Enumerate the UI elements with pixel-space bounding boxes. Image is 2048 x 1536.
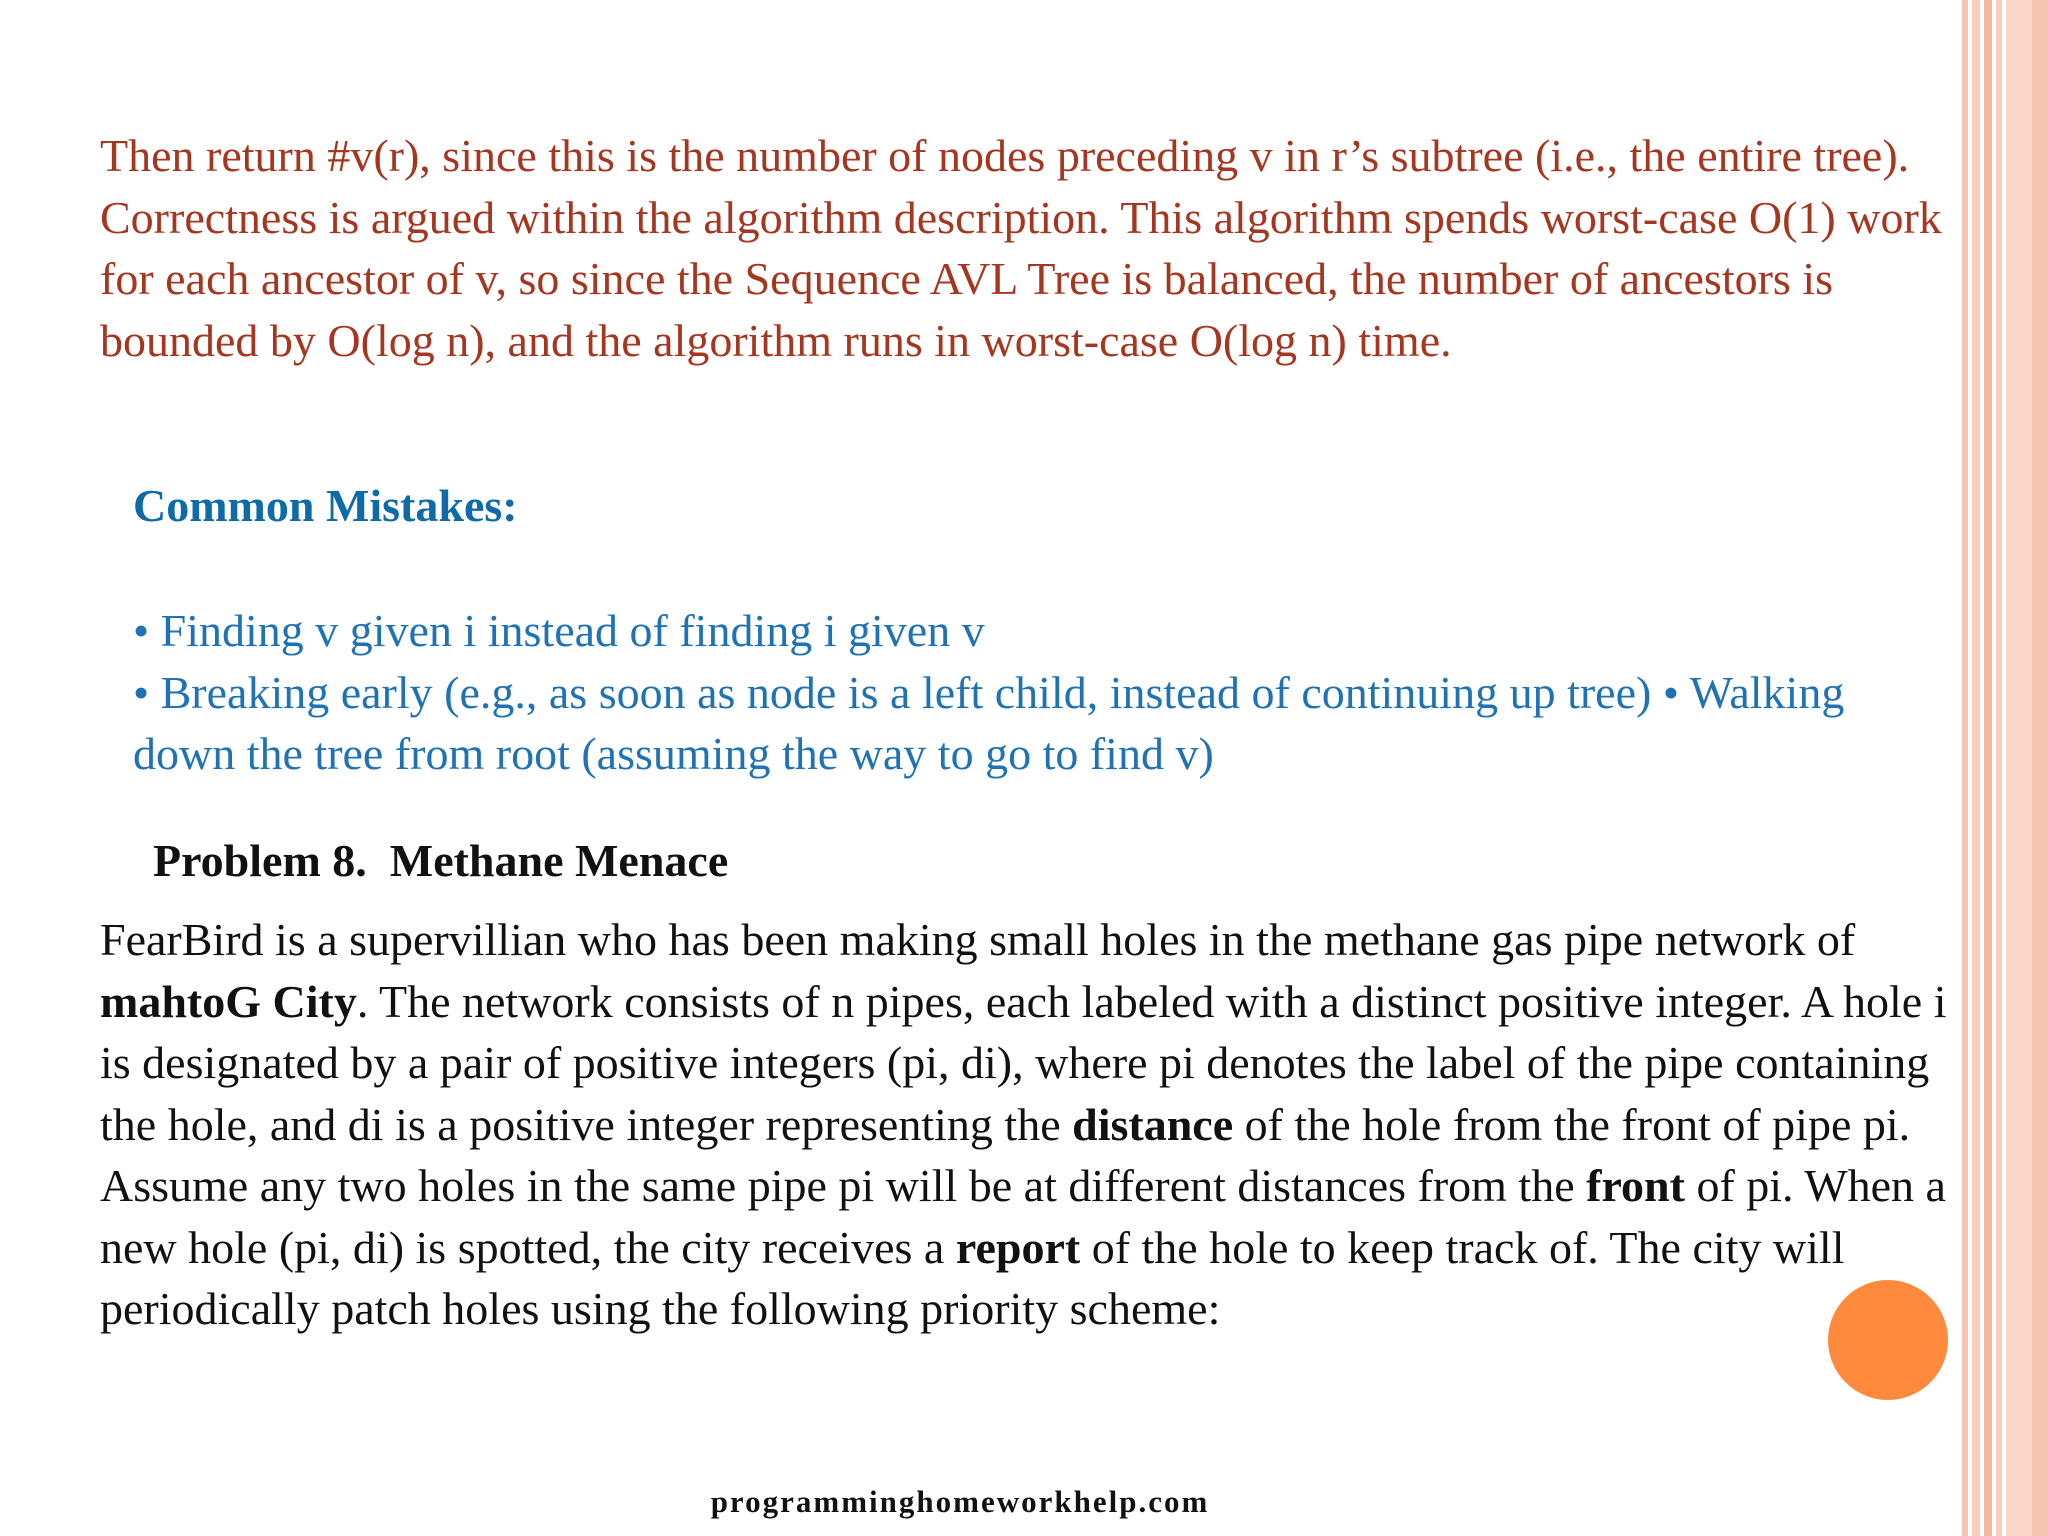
border-stripe: [2032, 0, 2048, 1536]
common-mistakes-list: [133, 600, 1953, 785]
solution-paragraph: Then return #v(r), since this is the number of nodes preceding v in r’s subtree (i.e., the entire tree). Correctness is argued within the algorithm description. This algorithm spends worst-case O(1) work for each ancestor of v, so since the Sequence AVL Tree is balanced, the number of ancestors is bounded by O(log n), and the algorithm runs in worst-case O(log n) time.: [100, 130, 1942, 366]
term-report: report: [955, 1221, 1081, 1273]
problem-description: [100, 909, 1960, 1340]
orange-circle-decoration: [1828, 1280, 1948, 1400]
common-mistakes-heading: Common Mistakes:: [133, 480, 518, 531]
problem-text: of the hole to keep track of. The city will periodically patch holes using the following priority scheme:: [100, 1221, 1845, 1334]
border-stripe: [1984, 0, 1992, 1536]
city-name: mahtoG City: [100, 975, 357, 1027]
mistake-item: • Finding v given i instead of finding i given v: [133, 605, 985, 656]
problem-text: . The network consists of n pipes, each labeled with a distinct positive integer. A hole i is designated by a pair of positive integers (pi, di), where pi denotes the label of the pipe containing the hole, and di is a positive integer representing the: [100, 975, 1947, 1150]
mistake-item: • Breaking early (e.g., as soon as node is a left child, instead of continuing up tree) • Walking down the tree from root (assuming the way to go to find v): [133, 666, 1845, 779]
border-stripe: [2006, 0, 2032, 1536]
problem-text: of the hole from the front of pipe pi. Assume any two holes in the same pipe pi will be at different distances from the: [100, 1098, 1911, 1211]
term-front: front: [1586, 1160, 1685, 1211]
term-distance: distance: [1072, 1098, 1234, 1150]
footer-website: programminghomeworkhelp.com: [710, 1484, 1210, 1519]
problem-text: FearBird is a supervillian who has been making small holes in the methane gas pipe network of: [100, 914, 1856, 965]
problem-heading: Problem 8. Methane Menace: [153, 835, 729, 886]
border-stripe: [1972, 0, 1980, 1536]
problem-text: of pi. When a new hole (pi, di) is spotted, the city receives a: [100, 1160, 1946, 1273]
